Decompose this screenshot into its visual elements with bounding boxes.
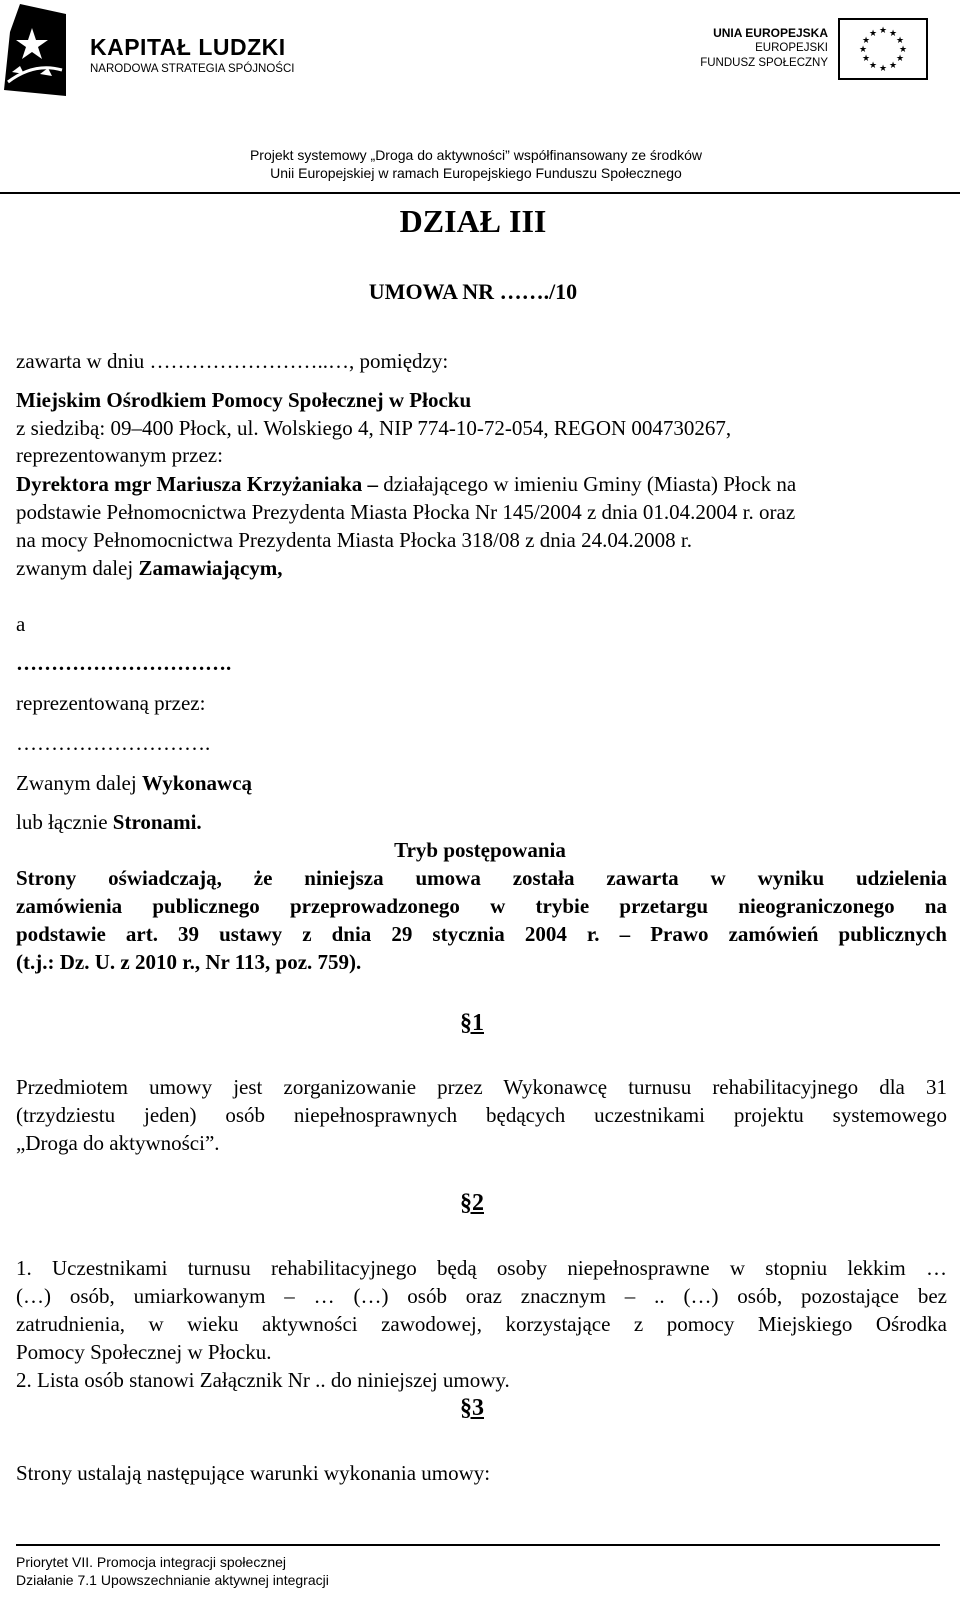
document-title: DZIAŁ III [399,203,547,239]
called-line [16,554,283,582]
eu-logo-line3: FUNDUSZ SPOŁECZNY [700,57,828,69]
svg-text:★: ★ [888,29,898,39]
party1-represented-by: reprezentowanym przez: [16,443,223,467]
svg-text:★: ★ [878,64,888,74]
kapital-ludzki-subtitle: NARODOWA STRATEGIA SPÓJNOŚCI [90,63,295,75]
procedure-line-4: (t.j.: Dz. U. z 2010 r., Nr 113, poz. 759). [16,950,362,974]
jointly-bold: Stronami. [112,810,202,834]
party2-dots: …………………………. [16,651,232,675]
procedure-line-1: Strony oświadczają, że niniejsza umowa została zawarta w wyniku udzielenia [16,866,947,890]
director-line [16,470,796,498]
contractor-bold: Wykonawcą [141,771,253,795]
section-2-title: §2 [460,1190,484,1216]
procedure-line-3: podstawie art. 39 ustawy z dnia 29 stycznia 2004 r. – Prawo zamówień publicznych [16,922,947,946]
jointly-line [16,808,202,836]
svg-text:★: ★ [895,36,905,46]
section-2-line-1: 1. Uczestnikami turnusu rehabilitacyjnego będą osoby niepełnosprawne w stopniu lekkim … [16,1256,947,1280]
party2-rep-dots: ………………………. [16,731,211,755]
project-line-1: Projekt systemowy „Droga do aktywności” współfinansowany ze środków [249,147,703,163]
kapital-ludzki-logo [0,0,310,100]
svg-text:★: ★ [868,29,878,39]
section-3-line: Strony ustalają następujące warunki wykonania umowy: [16,1461,491,1485]
eu-logo-line1: UNIA EUROPEJSKA [713,26,828,40]
section-3-title: §3 [460,1395,484,1421]
procedure-heading: Tryb postępowania [394,838,566,862]
section-2-line-2: (…) osób, umiarkowanym – … (…) osób oraz znacznym – .. (…) osób, pozostające bez [16,1284,947,1308]
footer-line-2: Działanie 7.1 Upowszechnianie aktywnej integracji [16,1572,329,1588]
jointly-prefix: lub łącznie [16,810,113,834]
contract-number: UMOWA NR ……./10 [368,279,578,304]
concluded-line: zawarta w dniu ……………………..…, pomiędzy: [16,349,449,373]
project-line-2: Unii Europejskiej w ramach Europejskiego Funduszu Społecznego [270,165,682,181]
procedure-line-2: zamówienia publicznego przeprowadzonego w trybie przetargu nieograniczonego na [16,894,947,918]
authority-line-1: podstawie Pełnomocnictwa Prezydenta Miasta Płocka Nr 145/2004 z dnia 01.04.2004 r. oraz [16,500,796,524]
kapital-ludzki-star-logo-icon [4,4,66,96]
svg-text:★: ★ [861,54,871,64]
svg-text:★: ★ [888,61,898,71]
party1-name: Miejskim Ośrodkiem Pomocy Społecznej w Płocku [16,388,472,412]
svg-text:★: ★ [878,26,888,36]
section-1-title: §1 [460,1010,484,1036]
section-1-line-2: (trzydziestu jeden) osób niepełnosprawnych będących uczestnikami projektu systemowego [16,1103,947,1127]
footer-line-1: Priorytet VII. Promocja integracji społecznej [16,1554,286,1570]
svg-text:★: ★ [868,61,878,71]
section-2-line-4: Pomocy Społecznej w Płocku. [16,1340,272,1364]
svg-text:★: ★ [858,45,868,55]
footer-divider [16,1544,940,1546]
eu-flag-stars-logo-icon [838,18,928,80]
eu-logo-line2: EUROPEJSKI [755,42,828,54]
director-name: Dyrektora mgr Mariusza Krzyżaniaka – [16,472,378,496]
section-1-line-1: Przedmiotem umowy jest zorganizowanie przez Wykonawcę turnusu rehabilitacyjnego dla 31 [16,1075,947,1099]
director-rest: działającego w imieniu Gminy (Miasta) Płock na [378,472,797,496]
eu-logo [690,14,950,84]
svg-text:★: ★ [895,54,905,64]
party1-address: z siedzibą: 09–400 Płock, ul. Wolskiego 4, NIP 774-10-72-054, REGON 004730267, [16,416,732,440]
party2-represented: reprezentowaną przez: [16,691,206,715]
section-2-line-5: 2. Lista osób stanowi Załącznik Nr .. do niniejszej umowy. [16,1368,510,1392]
contractor-prefix: Zwanym dalej [16,771,142,795]
section-1-line-3: „Droga do aktywności”. [16,1131,220,1155]
section-2-line-3: zatrudnienia, w wieku aktywności zawodowej, korzystające z pomocy Miejskiego Ośrodka [16,1312,947,1336]
header-divider [0,192,960,194]
called-bold: Zamawiającym, [138,556,283,580]
svg-text:★: ★ [898,45,908,55]
contractor-line [16,769,252,797]
called-prefix: zwanym dalej [16,556,139,580]
kapital-ludzki-title: KAPITAŁ LUDZKI [90,34,286,60]
and-word: a [16,612,26,636]
authority-line-2: na mocy Pełnomocnictwa Prezydenta Miasta Płocka 318/08 z dnia 24.04.2008 r. [16,528,692,552]
svg-text:★: ★ [861,36,871,46]
